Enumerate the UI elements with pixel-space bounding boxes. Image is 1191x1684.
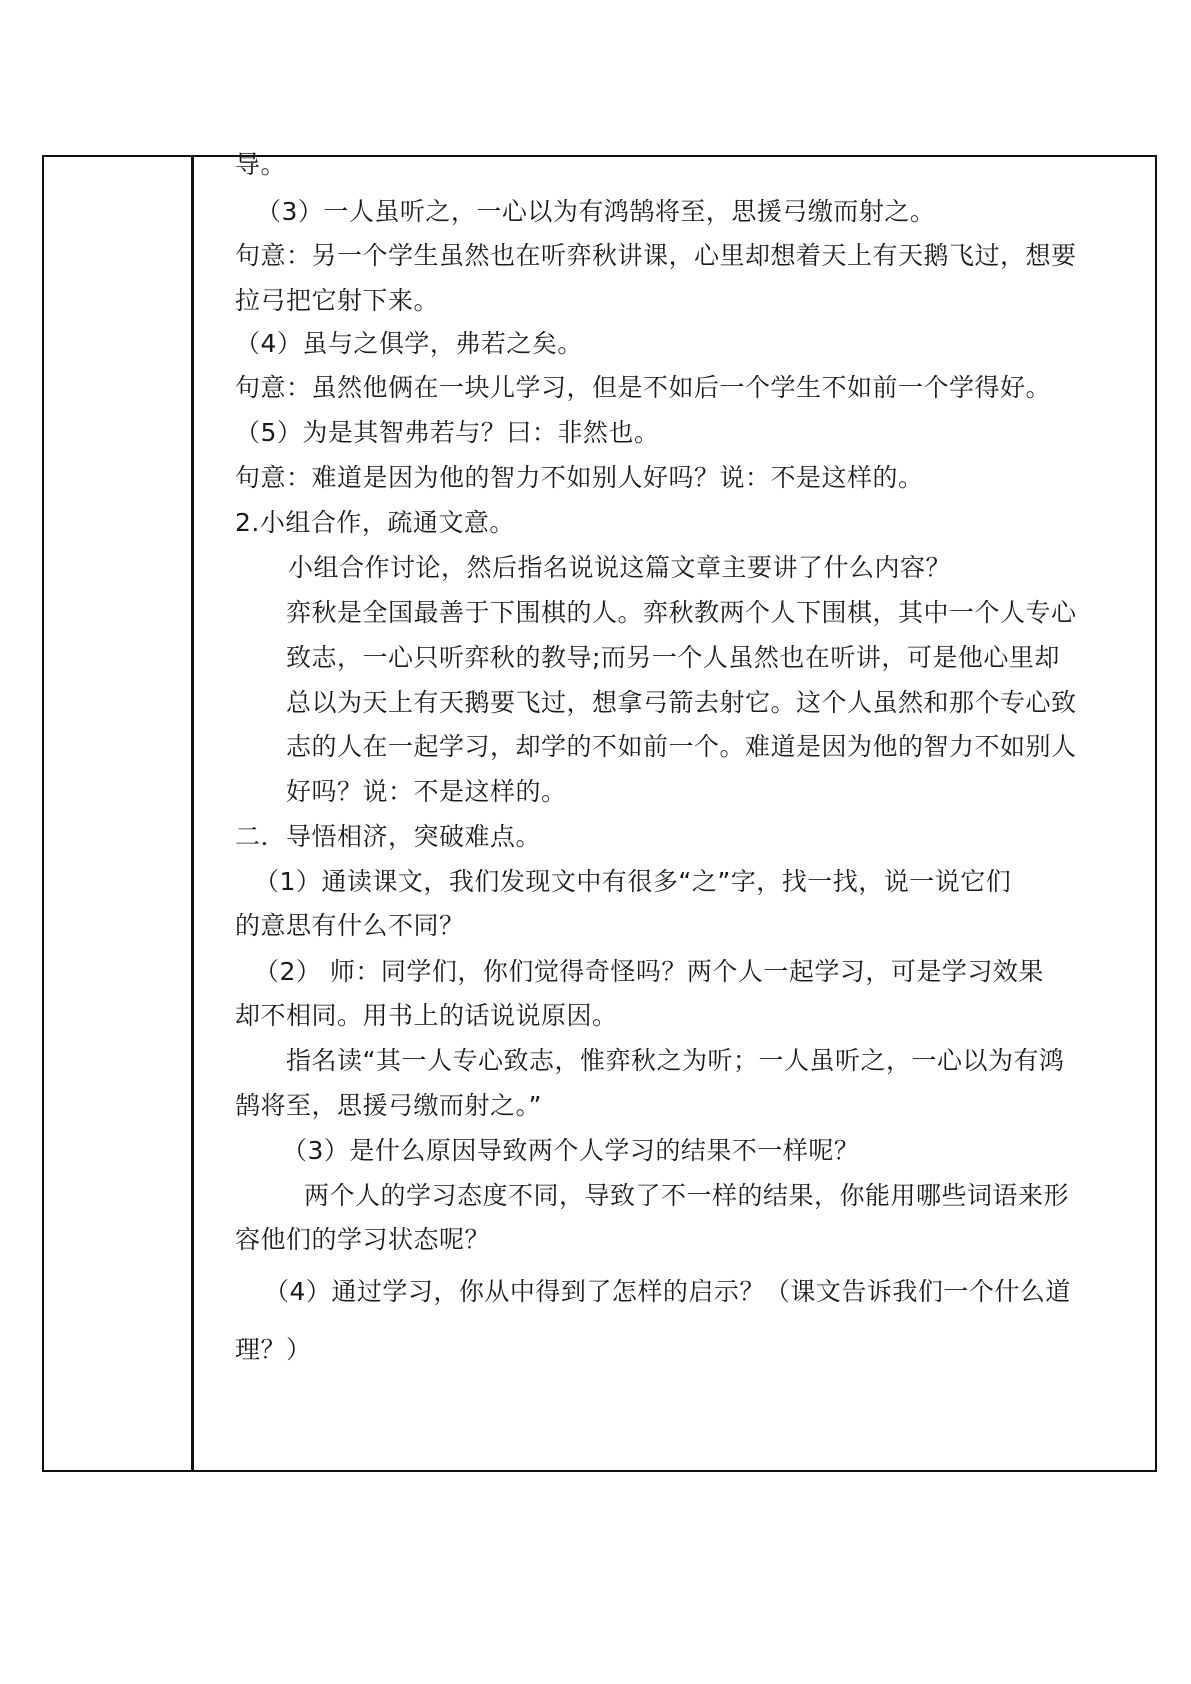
text-line: 总以为天上有天鹅要飞过，想拿弓箭去射它。这个人虽然和那个专心致 bbox=[286, 688, 1077, 717]
text-line: （5）为是其智弗若与？曰：非然也。 bbox=[235, 418, 660, 447]
text-line: 句意：难道是因为他的智力不如别人好吗？说：不是这样的。 bbox=[235, 463, 924, 492]
text-line: 句意：另一个学生虽然也在听弈秋讲课，心里却想着天上有天鹅飞过，想要 bbox=[235, 241, 1077, 270]
text-line: 拉弓把它射下来。 bbox=[235, 286, 440, 315]
text-line: 小组合作讨论，然后指名说说这篇文章主要讲了什么内容？ bbox=[288, 553, 952, 582]
text-line: 的意思有什么不同？ bbox=[235, 911, 465, 940]
text-line: 弈秋是全国最善于下围棋的人。弈秋教两个人下围棋，其中一个人专心 bbox=[286, 598, 1077, 627]
text-line: 致志，一心只听弈秋的教导;而另一个人虽然也在听讲，可是他心里却 bbox=[286, 643, 1060, 672]
text-line: 鹄将至，思援弓缴而射之。” bbox=[235, 1091, 542, 1120]
text-line: 句意：虽然他俩在一块儿学习，但是不如后一个学生不如前一个学得好。 bbox=[235, 373, 1052, 402]
text-line: （4）虽与之俱学，弗若之矣。 bbox=[235, 329, 583, 358]
text-line: 两个人的学习态度不同，导致了不一样的结果，你能用哪些词语来形 bbox=[304, 1181, 1070, 1210]
content-cell bbox=[194, 150, 1155, 1470]
text-line: 导。 bbox=[235, 150, 287, 179]
text-line: 2.小组合作，疏通文意。 bbox=[235, 508, 515, 537]
text-line: 理？） bbox=[235, 1335, 312, 1364]
text-line: （3）一人虽听之，一心以为有鸿鹄将至，思援弓缴而射之。 bbox=[256, 197, 936, 226]
text-line: 却不相同。用书上的话说说原因。 bbox=[235, 1001, 618, 1030]
text-line: （3）是什么原因导致两个人学习的结果不一样呢？ bbox=[282, 1136, 860, 1165]
lesson-plan-table bbox=[42, 150, 1157, 1472]
text-line: 志的人在一起学习，却学的不如前一个。难道是因为他的智力不如别人 bbox=[286, 732, 1077, 761]
left-column-cell bbox=[44, 157, 194, 1470]
text-line: 容他们的学习状态呢？ bbox=[235, 1225, 491, 1254]
text-line: 好吗？说：不是这样的。 bbox=[286, 777, 567, 806]
text-line: （1）通读课文，我们发现文中有很多“之”字，找一找，说一说它们 bbox=[254, 867, 1012, 896]
text-line: 二．导悟相济，突破难点。 bbox=[235, 822, 542, 851]
text-line: 指名读“其一人专心致志，惟弈秋之为听；一人虽听之，一心以为有鸿 bbox=[286, 1046, 1065, 1075]
text-line: （2） 师：同学们，你们觉得奇怪吗？两个人一起学习，可是学习效果 bbox=[254, 957, 1044, 986]
text-line: （4）通过学习，你从中得到了怎样的启示？（课文告诉我们一个什么道 bbox=[264, 1277, 1071, 1306]
